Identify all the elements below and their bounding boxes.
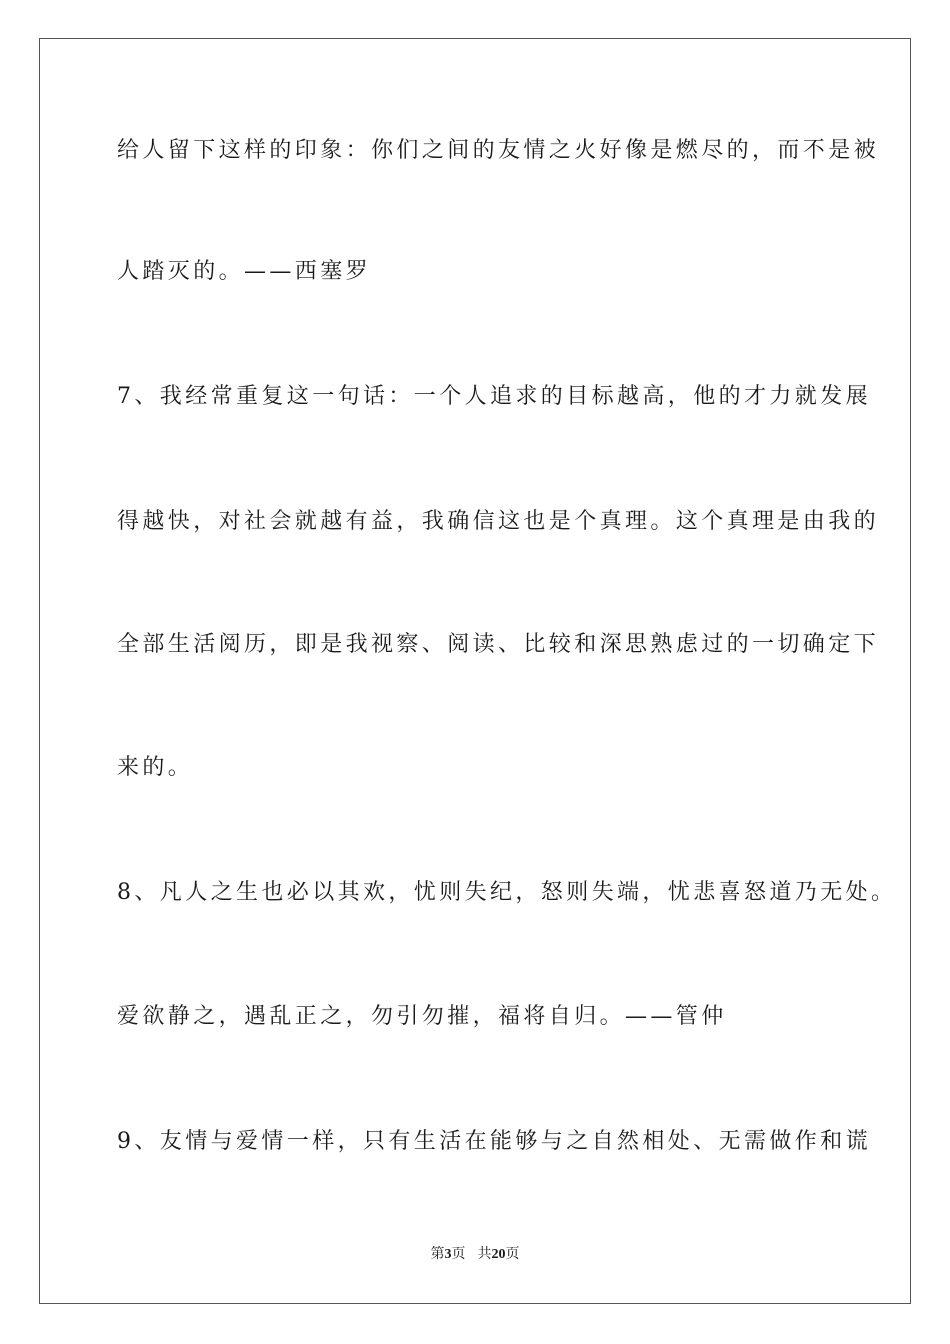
text-line-7: 8、凡人之生也必以其欢，忧则失纪，怒则失端，忧悲喜怒道乃无处。 <box>117 880 897 905</box>
footer-page-number: 3 <box>444 1247 452 1262</box>
footer-page-suffix: 页 <box>451 1246 466 1262</box>
text-line-6: 来的。 <box>117 755 194 780</box>
footer-page-prefix: 第 <box>430 1246 445 1262</box>
text-line-5: 全部生活阅历，即是我视察、阅读、比较和深思熟虑过的一切确定下 <box>117 632 880 657</box>
page-footer <box>0 1244 950 1265</box>
page-border <box>39 38 911 1304</box>
text-line-3: 7、我经常重复这一句话：一个人追求的目标越高，他的才力就发展 <box>117 384 871 409</box>
footer-total-prefix: 共 <box>477 1246 492 1262</box>
text-line-2: 人踏灭的。——西塞罗 <box>117 259 372 284</box>
text-line-8: 爱欲静之，遇乱正之，勿引勿摧，福将自归。——管仲 <box>117 1004 727 1029</box>
text-line-9: 9、友情与爱情一样，只有生活在能够与之自然相处、无需做作和谎 <box>117 1129 871 1154</box>
text-line-4: 得越快，对社会就越有益，我确信这也是个真理。这个真理是由我的 <box>117 509 880 534</box>
footer-total-number: 20 <box>491 1247 506 1262</box>
text-line-1: 给人留下这样的印象：你们之间的友情之火好像是燃尽的，而不是被 <box>117 138 880 163</box>
footer-total-suffix: 页 <box>505 1246 520 1262</box>
